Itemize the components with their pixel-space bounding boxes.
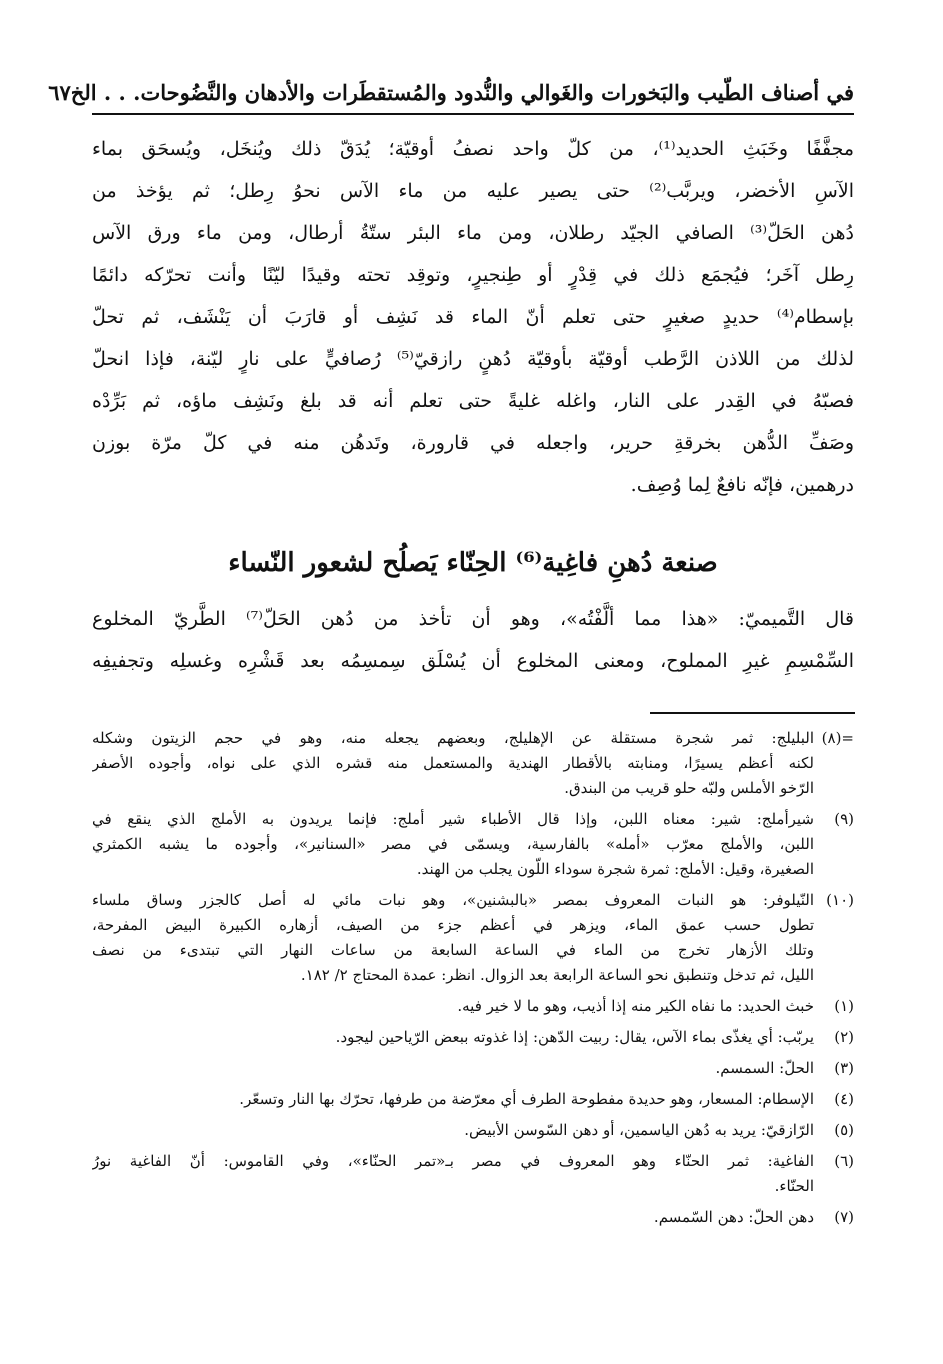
- footnote-line: وتلك الأزهار تخرج من الماء في الساعة السابعة من ساعات النهار التي تبتدىء من نصف: [92, 941, 814, 959]
- text-line: لذلك من اللاذن الرَّطب أوقيّة بأوقيّة دُهنٍ رازقيّ⁽⁵⁾ رُصافيٍّ على نارٍ ليّنة، فإذا انحلّ: [92, 348, 854, 370]
- footnote-number: (٩): [834, 810, 854, 828]
- text-line: دُهن الحَلّ⁽³⁾ الصافي الجيّد رطلان، ومن ماء البئر ستّةُ أرطال، ومن ماء ورق الآس: [92, 222, 854, 244]
- page-number: ٦٧: [48, 79, 71, 105]
- footnote-line: الحلّ: السمسم.: [715, 1059, 814, 1077]
- footnote-line: اللبن، والأملج معرّب «أمله» بالفارسية، ويسمّى في مصر «السنانير»، وأجوده ما يشبه الكمثري: [92, 835, 814, 853]
- footnote-3: [92, 1056, 854, 1081]
- footnote-9: [92, 807, 854, 882]
- footnote-line: الحنّاء.: [774, 1177, 814, 1195]
- footnote-line: الرّخو الأملس ولبّه حلو قريب من البندق.: [564, 779, 814, 797]
- text-line: قال التَّميميّ: «هذا مما ألَّفْتُه»، وهو أن تأخذ من دُهن الحَلّ⁽⁷⁾ الطَّريّ المخلوع: [92, 608, 854, 630]
- footnote-number: (٤): [834, 1090, 854, 1108]
- section-heading: صنعة دُهنِ فاغِية⁽⁶⁾ الحِنّاء يَصلُح لشعور النّساء: [228, 548, 718, 578]
- footnote-line: الإسطام: المسعار، وهو حديدة مفطوحة الطرف أي معرّضة من طرفها، تحرّك بها النار وتسعّر.: [239, 1090, 814, 1108]
- footnotes: [92, 726, 854, 1236]
- footnote-line: لكنه أعظم يسيرًا، ومنابته بالأقطار الهندية والمستعمل منه قشره الذي على نواه، وأجوده الأصفر: [92, 754, 814, 772]
- text-line: بإسطام⁽⁴⁾ حديدٍ صغيرٍ حتى تعلم أنّ الماء قد نَشِف أو قارَبَ أن يَنْشَف، ثم تحلّ: [92, 306, 854, 328]
- footnote-number: (٥): [834, 1121, 854, 1139]
- text-line: رِطل آخَر؛ فيُجمَع ذلك في قِدْرٍ أو طِنجيرٍ، وتوقِد تحته وقيدًا ليّنًا وأنت تحرّكه دائمًا: [92, 264, 854, 286]
- text-line: مجفَّفًا وخَبَثِ الحديد⁽¹⁾، من كلّ واحد نصفُ أوقيّة؛ يُدَقّ ذلك ويُنخَل، ويُسحَق بماء: [92, 138, 854, 160]
- section-text: [92, 598, 854, 682]
- main-text: [92, 128, 854, 506]
- footnote-number: (١): [834, 997, 854, 1015]
- footnote-10: [92, 888, 854, 988]
- footnote-line: الصغيرة، وقيل: الأملج: ثمرة شجرة سوداء اللّون يجلب من الهند.: [416, 860, 814, 878]
- text-line: درهمين، فإنّه نافعٌ لِما وُصِف.: [630, 474, 854, 496]
- running-head-title: في أصناف الطّيب والبَخورات والغَوالي والنُّدود والمُستقطَرات والأدهان والنَّضُوحات. . . الخ: [70, 79, 854, 105]
- header-rule: [92, 113, 854, 115]
- footnote-number: (٢): [834, 1028, 854, 1046]
- footnote-number: (٦): [834, 1152, 854, 1170]
- footnote-5: [92, 1118, 854, 1143]
- footnote-6: [92, 1149, 854, 1199]
- footnote-number: (٧): [834, 1208, 854, 1226]
- footnote-2: [92, 1025, 854, 1050]
- footnote-line: النّيلوفر: هو النبات المعروف بمصر «بالبشنين»، وهو نبات مائي له أصل كالجزر وساق ملساء: [92, 891, 814, 909]
- footnote-rule: [650, 712, 855, 714]
- running-head: [48, 72, 854, 112]
- footnote-number: (١٠): [826, 891, 854, 909]
- footnote-line: الليل، ثم تدخل وتنطبق نحو الساعة الرابعة بعد الزوال. انظر: عمدة المحتاج ٢/ ١٨٢.: [300, 966, 814, 984]
- footnote-line: يربّب: أي يغذّى بماء الآس، يقال: ربيت الدّهن: إذا غذوته ببعض الرّياحين ليجود.: [335, 1028, 814, 1046]
- footnote-4: [92, 1087, 854, 1112]
- footnote-1: [92, 994, 854, 1019]
- footnote-line: شيرأملج: شير: معناه اللبن، وإذا قال الأطباء شير أملج: فإنما يريدون به الأملج الذي ينقع في: [92, 810, 814, 828]
- text-line: فصبّهُ في القِدر على النار، واغله غليةً حتى تعلم أنه قد بلغ ونَشِف ماؤه، ثم بَرِّدْه: [92, 390, 854, 412]
- text-line: السِّمْسِمِ غيرِ المملوح، ومعنى المخلوع أن يُسْلَق سِمسِمُه بعد قَشْرِه وغسلِه وتجفيفِه: [92, 650, 854, 672]
- footnote-number: =(٨): [821, 729, 854, 747]
- footnote-line: تطول حسب عمق الماء، ويزهر في أعظم جزء من الصيف، أزهاره الكبيرة البيض المفرحة،: [92, 916, 814, 934]
- footnote-8: [92, 726, 854, 801]
- footnote-line: البليلج: ثمر شجرة مستقلة عن الإهليلج، وبعضهم يجعله منه، وهو في حجم الزيتون وشكله: [92, 729, 814, 747]
- footnote-line: خبث الحديد: ما نفاه الكير منه إذا أذيب، وهو ما لا خير فيه.: [457, 997, 814, 1015]
- footnote-number: (٣): [834, 1059, 854, 1077]
- text-line: الآسِ الأخضر، ويربَّب⁽²⁾ حتى يصير عليه من ماء الآس نحوُ رِطل؛ ثم يؤخذ من: [92, 180, 854, 202]
- footnote-line: الرّازقيّ: يريد به دُهن الياسمين، أو دهن السّوسن الأبيض.: [464, 1121, 814, 1139]
- text-line: وصَفِّ الدُّهن بخرقةِ حرير، واجعله في قارورة، وتَدهُن منه في كلّ مرّة بوزن: [92, 432, 854, 454]
- footnote-line: الفاغية: ثمر الحنّاء وهو المعروف في مصر بـ«تمر الحنّاء»، وفي القاموس: أنّ الفاغية نورُ: [92, 1152, 814, 1170]
- footnote-7: [92, 1205, 854, 1230]
- footnote-line: دهن الحلّ: دهن السّمسم.: [653, 1208, 814, 1226]
